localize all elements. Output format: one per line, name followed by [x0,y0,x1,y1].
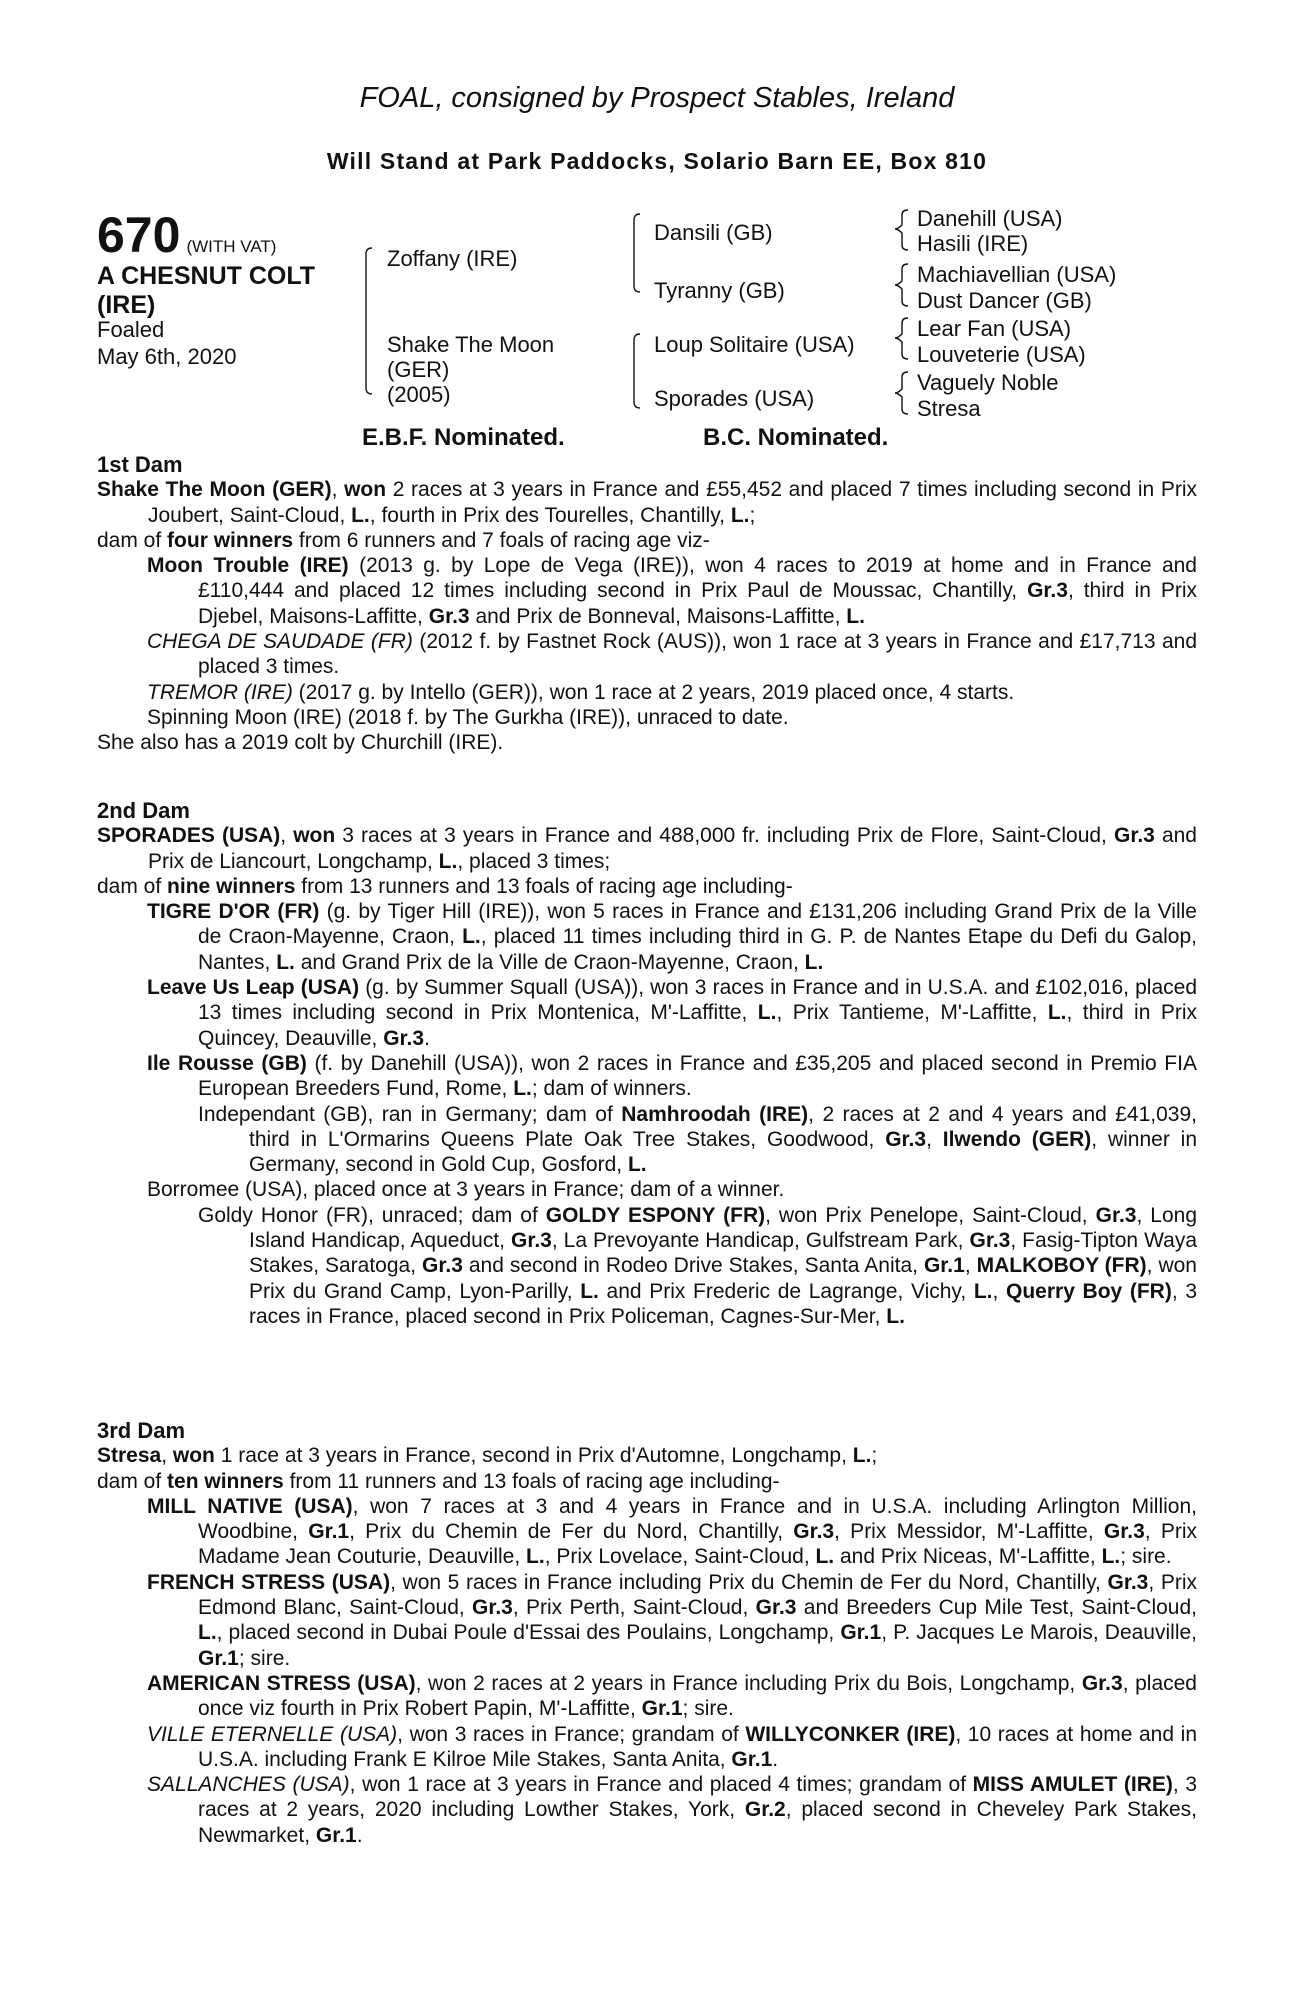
produce-note: She also has a 2019 colt by Churchill (IRE). [97,731,504,755]
dam-race-record: Stresa, won 1 race at 3 years in France, second in Prix d'Automne, Longchamp, L.; [97,1444,878,1468]
dam-produce-summary: dam of ten winners from 11 runners and 13 foals of racing age including- [97,1469,780,1493]
produce-entry: SALLANCHES (USA), won 1 race at 3 years in France and placed 4 times; grandam of MISS AMULET (IRE), 3 races at 2 years, 2020 including Lowther Stakes, York, Gr.2, placed second in Cheveley Park Stakes, Newmarket, Gr.1. [147,1773,1198,1847]
second-dam-section [97,798,1197,1329]
produce-entry: TIGRE D'OR (FR) (g. by Tiger Hill (IRE)), won 5 races in France and £131,206 including Grand Prix de la Ville de Craon-Mayenne, Craon, L., placed 11 times including third in G. P. de Nantes Etape du Defi du Galop, Nantes, L. and Grand Prix de la Ville de Craon-Mayenne, Craon, L. [147,900,1197,974]
section-heading: 3rd Dam [97,1418,186,1443]
great-grandparent: Danehill (USA) [917,206,1063,231]
bc-nomination: B.C. Nominated. [703,424,889,451]
produce-entry: AMERICAN STRESS (USA), won 2 races at 2 years in France including Prix du Bois, Longchamp, Gr.3, placed once viz fourth in Prix Robert Papin, M'-Laffitte, Gr.1; sire. [147,1671,1197,1721]
produce-entry: FRENCH STRESS (USA), won 5 races in France including Prix du Chemin de Fer du Nord, Chantilly, Gr.3, Prix Edmond Blanc, Saint-Cloud, Gr.3, Prix Perth, Saint-Cloud, Gr.3 and Breeders Cup Mile Test, Saint-Cloud, L., placed second in Dubai Poule d'Essai des Poulains, Longchamp, Gr.1, P. Jacques Le Marois, Deauville, Gr.1; sire. [147,1570,1197,1670]
great-grandparent: Hasili (IRE) [917,231,1029,256]
produce-entry: Leave Us Leap (USA) (g. by Summer Squall (USA)), won 3 races in France and in U.S.A. and £102,016, placed 13 times including second in Prix Montenica, M'-Laffitte, L., Prix Tantieme, M'-Laffitte, L., third in Prix Quincey, Deauville, Gr.3. [147,976,1197,1050]
dam-name-line: Shake The Moon [387,332,555,357]
produce-entry: CHEGA DE SAUDADE (FR) (2012 f. by Fastnet Rock (AUS)), won 1 race at 3 years in France and £17,713 and placed 3 times. [147,630,1197,679]
produce-entry: MILL NATIVE (USA), won 7 races at 3 and 4 years in France and in U.S.A. including Arlington Million, Woodbine, Gr.1, Prix du Chemin de Fer du Nord, Chantilly, Gr.3, Prix Messidor, M'-Laffitte, Gr.3, Prix Madame Jean Couturie, Deauville, L., Prix Lovelace, Saint-Cloud, L. and Prix Niceas, M'-Laffitte, L.; sire. [147,1494,1197,1569]
sire-name: Zoffany (IRE) [387,246,518,271]
great-grandparent: Dust Dancer (GB) [917,288,1092,313]
produce-entry: Goldy Honor (FR), unraced; dam of GOLDY ESPONY (FR), won Prix Penelope, Saint-Cloud, Gr.3, Long Island Handicap, Aqueduct, Gr.3, La Prevoyante Handicap, Gulfstream Park, Gr.3, Fasig-Tipton Waya Stakes, Saratoga, Gr.3 and second in Rodeo Drive Stakes, Santa Anita, Gr.1, MALKOBOY (FR), won Prix du Grand Camp, Lyon-Parilly, L. and Prix Frederic de Lagrange, Vichy, L., Querry Boy (FR), 3 races in France, placed second in Prix Policeman, Cagnes-Sur-Mer, L. [198,1203,1198,1328]
granddam-maternal: Sporades (USA) [654,386,815,411]
produce-entry: Spinning Moon (IRE) (2018 f. by The Gurkha (IRE)), unraced to date. [147,705,789,729]
produce-entry: Borromee (USA), placed once at 3 years in France; dam of a winner. [147,1178,785,1202]
stand-location-line: Will Stand at Park Paddocks, Solario Barn EE, Box 810 [326,148,988,174]
dam-foaled-year: (2005) [387,382,451,407]
produce-entry: TREMOR (IRE) (2017 g. by Intello (GER)), won 1 race at 2 years, 2019 placed once, 4 starts. [147,680,1015,704]
lot-number: 670 [97,207,181,263]
section-heading: 2nd Dam [97,798,190,823]
produce-entry: Independant (GB), ran in Germany; dam of Namhroodah (IRE), 2 races at 2 and 4 years and £41,039, third in L'Ormarins Queens Plate Oak Tree Stakes, Goodwood, Gr.3, Ilwendo (GER), winner in Germany, second in Gold Cup, Gosford, L. [198,1102,1198,1177]
dam-race-record: Shake The Moon (GER), won 2 races at 3 years in France and £55,452 and placed 7 times including second in Prix Joubert, Saint-Cloud, L., fourth in Prix des Tourelles, Chantilly, L.; [97,478,1198,527]
produce-entry: Ile Rousse (GB) (f. by Danehill (USA)), won 2 races in France and £35,205 and placed second in Premio FIA European Breeders Fund, Rome, L.; dam of winners. [147,1051,1197,1101]
produce-entry: Moon Trouble (IRE) (2013 g. by Lope de Vega (IRE)), won 4 races to 2019 at home and in France and £110,444 and placed 12 times including second in Prix Paul de Moussac, Chantilly, Gr.3, third in Prix Djebel, Maisons-Laffitte, Gr.3 and Prix de Bonneval, Maisons-Laffitte, L. [147,554,1197,628]
grandsire-maternal: Loup Solitaire (USA) [654,332,855,357]
foaled-label: Foaled [97,317,165,342]
section-heading: 1st Dam [97,452,183,477]
produce-entry: VILLE ETERNELLE (USA), won 3 races in France; grandam of WILLYCONKER (IRE), 10 races at home and in U.S.A. including Frank E Kilroe Mile Stakes, Santa Anita, Gr.1. [147,1722,1197,1771]
great-grandparent: Vaguely Noble [917,370,1059,395]
vat-note: (WITH VAT) [186,237,277,256]
ebf-nomination: E.B.F. Nominated. [362,424,565,451]
granddam-paternal: Tyranny (GB) [654,278,785,303]
great-grandparent: Lear Fan (USA) [917,316,1072,341]
dam-name-line: (GER) [387,357,450,382]
great-grandparent: Machiavellian (USA) [917,262,1117,287]
dam-produce-summary: dam of four winners from 6 runners and 7 foals of racing age viz- [97,528,710,552]
foaled-value: May 6th, 2020 [97,344,237,369]
lot-description-line: A CHESNUT COLT [97,262,316,290]
great-grandparent: Louveterie (USA) [917,342,1086,367]
dam-name [387,332,554,407]
consignment-line: FOAL, consigned by Prospect Stables, Ireland [359,82,955,114]
dam-produce-summary: dam of nine winners from 13 runners and 13 foals of racing age including- [97,874,793,898]
lot-description-line: (IRE) [97,291,156,319]
dam-race-record: SPORADES (USA), won 3 races at 3 years in France and 488,000 fr. including Prix de Flore, Saint-Cloud, Gr.3 and Prix de Liancourt, Longchamp, L., placed 3 times; [97,824,1197,873]
third-dam-section [97,1418,1197,1848]
first-dam-section [97,452,1197,756]
grandsire-paternal: Dansili (GB) [654,220,773,245]
great-grandparent: Stresa [917,396,981,421]
